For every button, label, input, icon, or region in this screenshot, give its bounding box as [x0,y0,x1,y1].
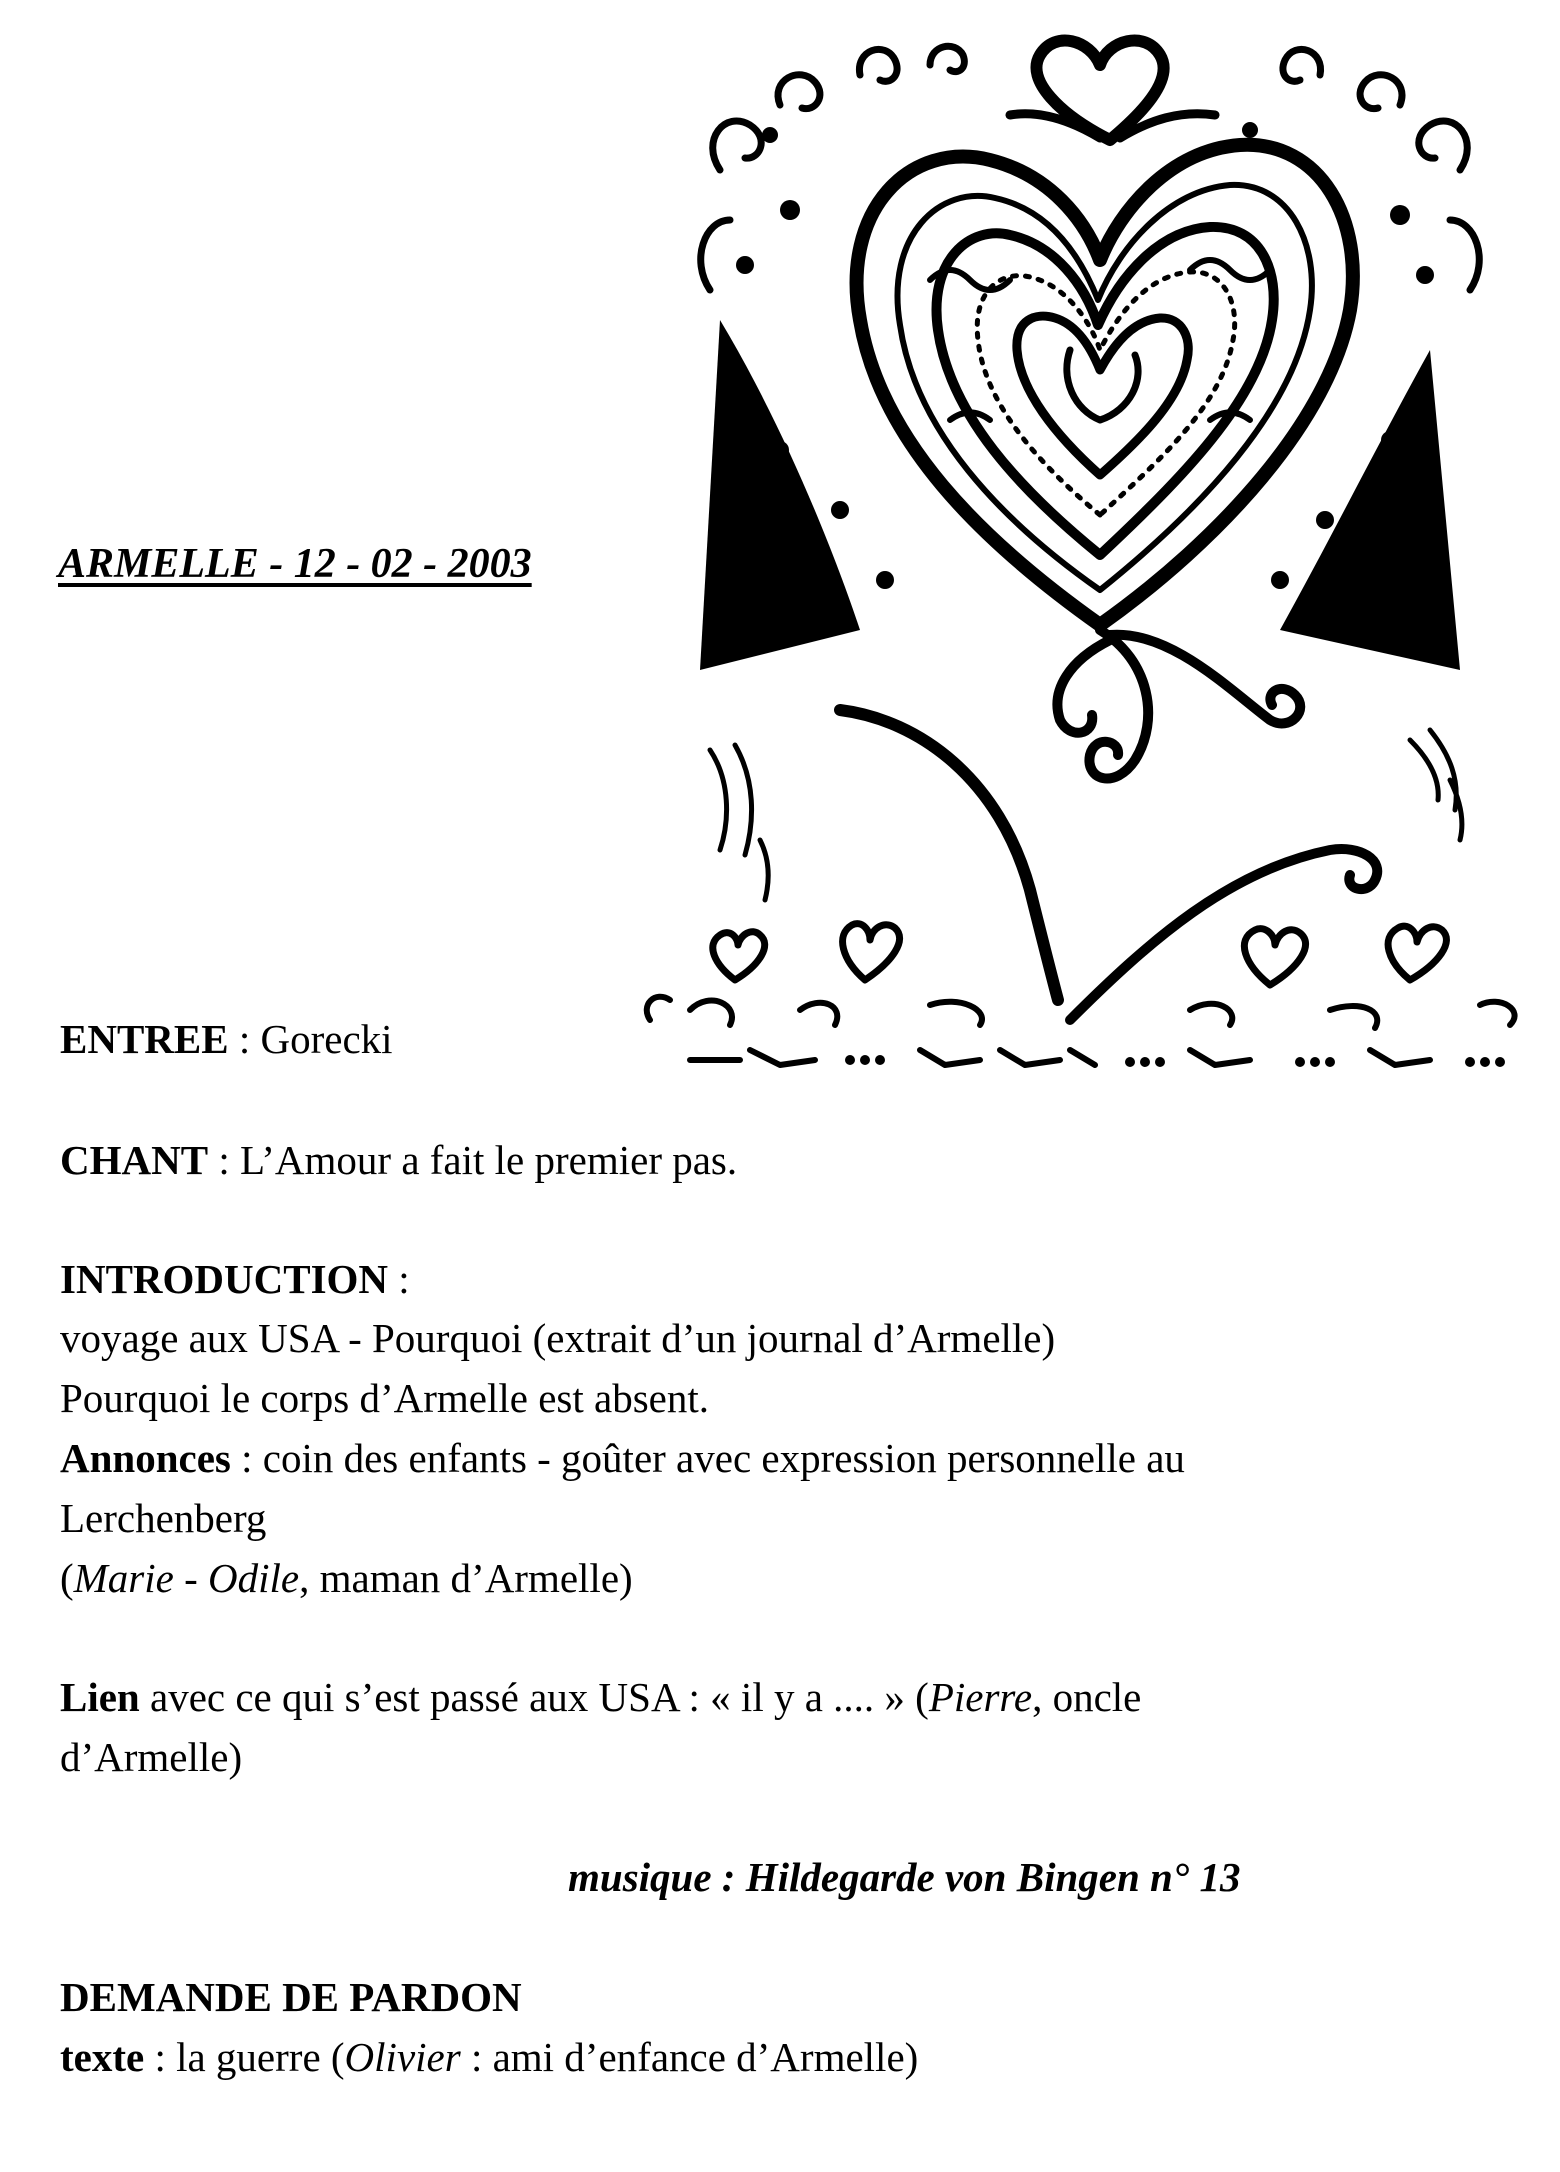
annonces-line [60,1435,1185,1481]
annonces-credit [60,1555,633,1601]
pardon-heading: DEMANDE DE PARDON [60,1974,522,2020]
pardon-texte-text: : la guerre ( [144,2034,345,2080]
chant-text: L’Amour a fait le premier pas. [239,1137,738,1183]
pardon-rest: : ami d’enfance d’Armelle) [460,2034,919,2080]
annonces-credit-rest: , maman d’Armelle) [299,1555,633,1601]
introduction-line-2: Pourquoi le corps d’Armelle est absent. [60,1375,710,1421]
annonces-continuation: Lerchenberg [60,1495,267,1541]
annonces-label: Annonces [60,1435,231,1481]
annonces-credit-name: Marie - Odile [73,1555,300,1601]
entree-label: ENTREE [60,1016,229,1062]
lien-text: avec ce qui s’est passé aux USA : « il y a .... » ( [139,1674,929,1720]
lien-rest: , oncle [1032,1674,1142,1720]
entree-sep: : [228,1016,261,1062]
pardon-texte-line [60,2034,919,2080]
page-title: ARMELLE - 12 - 02 - 2003 [58,541,532,587]
entree-line [60,1016,393,1062]
heart-flower-drawing-icon [630,20,1550,1110]
introduction-sep: : [388,1256,410,1302]
lien-continuation: d’Armelle) [60,1734,243,1780]
lien-label: Lien [60,1674,140,1720]
chant-label: CHANT [60,1137,209,1183]
lien-person: Pierre [928,1674,1033,1720]
entree-text: Gorecki [260,1016,393,1062]
introduction-heading [60,1256,410,1302]
annonces-text: : coin des enfants - goûter avec expression personnelle au [230,1435,1185,1481]
pardon-person: Olivier [344,2034,461,2080]
introduction-line-1: voyage aux USA - Pourquoi (extrait d’un journal d’Armelle) [60,1315,1056,1361]
lien-line [60,1674,1142,1720]
introduction-label: INTRODUCTION [60,1256,389,1302]
musique-line: musique : Hildegarde von Bingen n° 13 [568,1854,1241,1900]
chant-sep: : [208,1137,240,1183]
annonces-credit-open: ( [60,1555,74,1601]
chant-line [60,1137,738,1183]
pardon-texte-label: texte [60,2034,145,2080]
